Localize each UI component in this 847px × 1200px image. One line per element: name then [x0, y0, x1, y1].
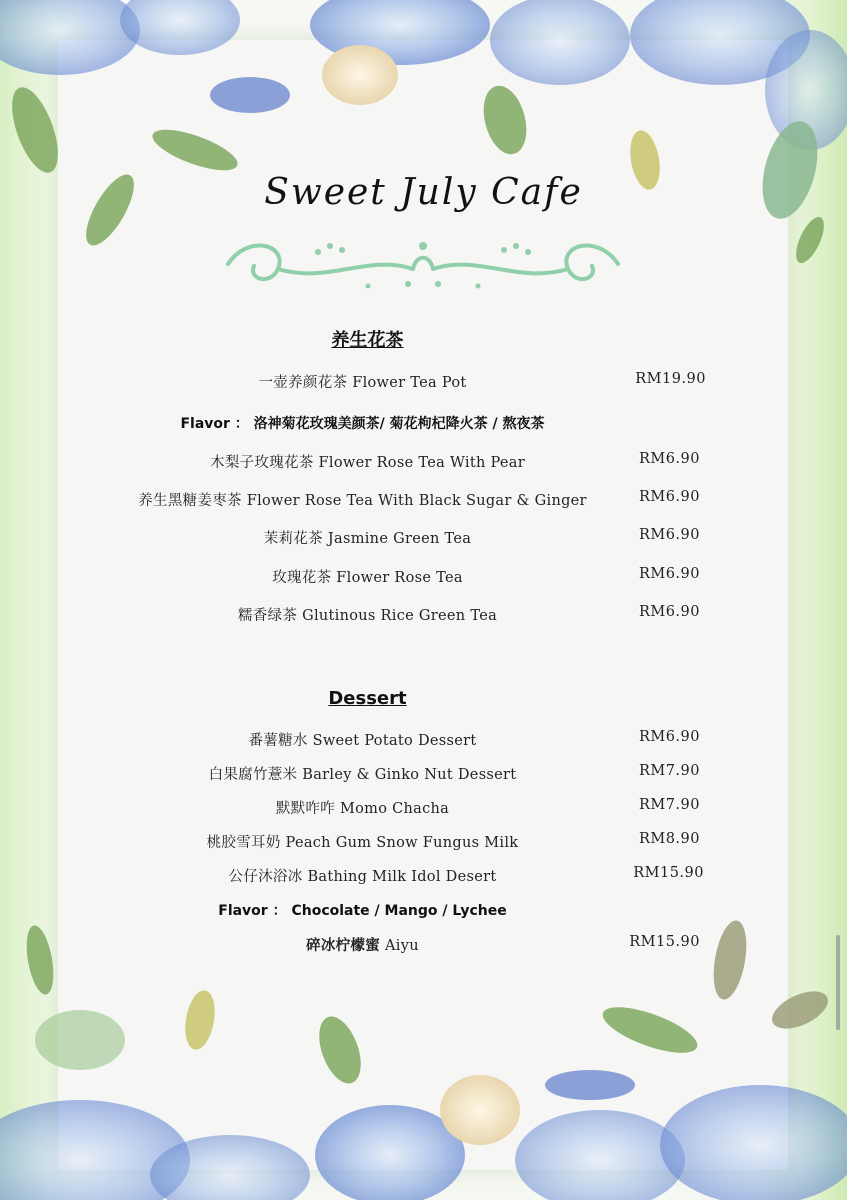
item-price: RM6.90	[638, 604, 700, 620]
item-price: RM19.90	[635, 371, 706, 387]
menu-item	[0, 763, 847, 785]
item-name: 茉莉花茶 Jasmine Green Tea	[263, 531, 472, 547]
menu-item	[0, 604, 847, 626]
item-name-chinese: 碎冰柠檬蜜	[306, 938, 381, 954]
item-name: 桃胶雪耳奶 Peach Gum Snow Fungus Milk	[206, 835, 519, 851]
item-price: RM8.90	[638, 831, 700, 847]
menu-item	[0, 831, 847, 853]
menu-item	[0, 797, 847, 819]
item-name: 一壶养颜花茶 Flower Tea Pot	[258, 375, 467, 391]
menu-item	[0, 566, 847, 588]
title-flourish-ornament	[218, 224, 628, 314]
item-price: RM15.90	[629, 934, 700, 950]
item-price: RM6.90	[638, 527, 700, 543]
menu-item	[0, 451, 847, 473]
item-name-english: Aiyu	[385, 938, 419, 954]
item-name: 公仔沐浴冰 Bathing Milk Idol Desert	[228, 869, 497, 885]
menu-item	[0, 934, 847, 956]
item-price: RM7.90	[638, 797, 700, 813]
item-name: 木梨子玫瑰花茶 Flower Rose Tea With Pear	[210, 455, 525, 471]
item-price: RM15.90	[633, 865, 704, 881]
item-name: 养生黑糖姜枣茶 Flower Rose Tea With Black Sugar & Ginger	[138, 493, 587, 509]
item-name: 默默咋咋 Momo Chacha	[275, 801, 450, 817]
flavor-note: Flavor ： 洛神菊花玫瑰美颜茶/ 菊花枸杞降火茶 / 熬夜茶	[180, 416, 545, 432]
item-name: 玫瑰花茶 Flower Rose Tea	[272, 570, 463, 586]
item-price: RM7.90	[638, 763, 700, 779]
menu-item	[0, 371, 847, 393]
item-price: RM6.90	[638, 566, 700, 582]
menu-item	[0, 729, 847, 751]
scrollbar-thumb[interactable]	[836, 935, 840, 1030]
flavor-note: Flavor ： Chocolate / Mango / Lychee	[218, 903, 507, 919]
menu-item	[0, 865, 847, 887]
menu-item	[0, 527, 847, 549]
section-title-dessert: Dessert	[328, 688, 407, 709]
item-price: RM6.90	[638, 729, 700, 745]
cafe-title: Sweet July Cafe	[264, 172, 583, 213]
item-name: 番薯糖水 Sweet Potato Dessert	[248, 733, 477, 749]
item-name	[0, 934, 725, 955]
item-name: 白果腐竹薏米 Barley & Ginko Nut Dessert	[208, 767, 517, 783]
item-name: 糯香绿茶 Glutinous Rice Green Tea	[237, 608, 498, 624]
menu-item	[0, 489, 847, 511]
item-price: RM6.90	[638, 489, 700, 505]
item-price: RM6.90	[638, 451, 700, 467]
section-title-flower-tea: 养生花茶	[331, 330, 404, 351]
